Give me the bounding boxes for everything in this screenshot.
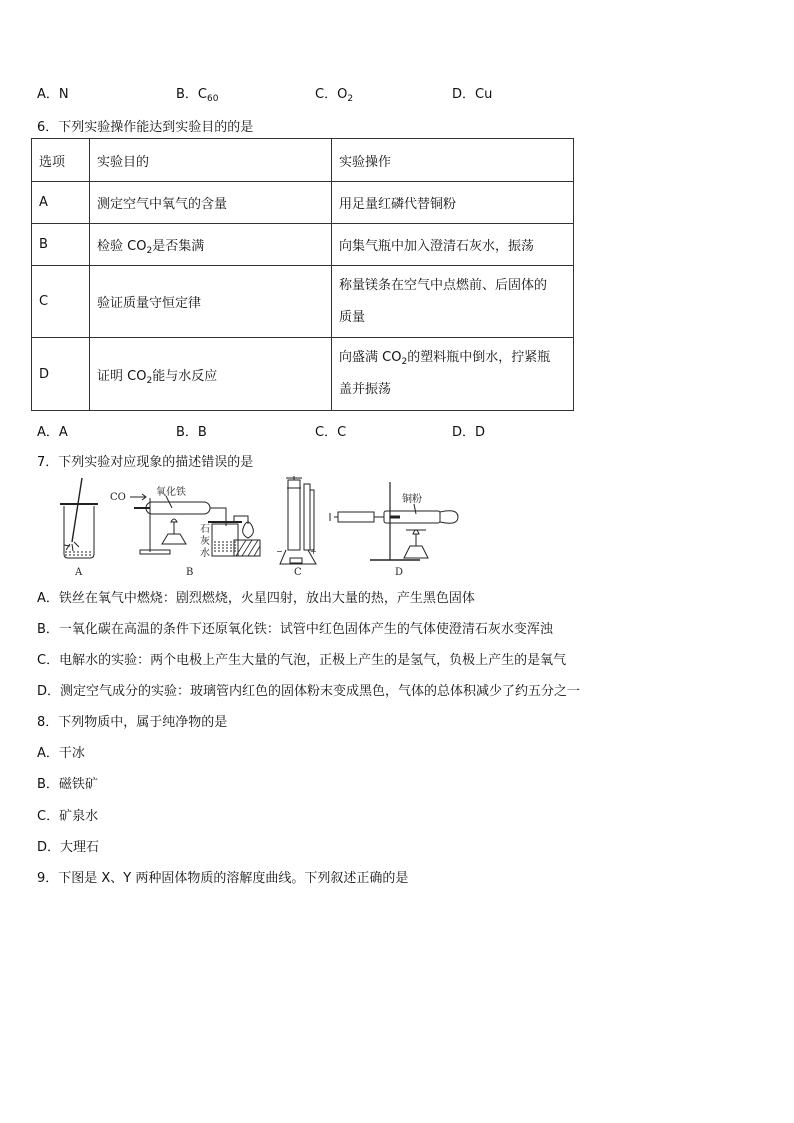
row-d-operation-sub: 2	[401, 357, 408, 367]
label-limewater-2: 灰	[200, 536, 210, 547]
row-b-operation: 向集气瓶中加入澄清石灰水，振荡	[332, 224, 574, 266]
q5-option-b-sub: 60	[207, 94, 219, 104]
table-row	[32, 338, 574, 411]
q7-option-b: B．一氧化碳在高温的条件下还原氧化铁：试管中红色固体产生的气体使澄清石灰水变浑浊	[37, 622, 553, 637]
apparatus-d-air-composition	[330, 482, 458, 560]
q5-option-b	[176, 83, 218, 102]
row-d-operation	[332, 338, 574, 411]
label-co: CO	[110, 492, 126, 503]
row-b-purpose-sub: 2	[146, 246, 153, 256]
label-limewater-1: 石	[200, 524, 210, 535]
q8-option-a: A．干冰	[37, 746, 85, 761]
table-row	[32, 224, 574, 266]
row-d-purpose-pre: 证明 CO	[97, 368, 147, 384]
q6-table	[31, 138, 574, 411]
q6-stem: 6．下列实验操作能达到实验目的的是	[37, 120, 254, 135]
figure-letter-b: B	[186, 567, 194, 578]
q8-option-c: C．矿泉水	[37, 809, 99, 824]
q5-option-b-text: B．C	[176, 87, 207, 102]
q5-option-a: A．N	[37, 87, 69, 102]
row-a-operation: 用足量红磷代替铜粉	[332, 182, 574, 224]
q7-apparatus-figure	[48, 474, 468, 580]
row-a-option: A	[32, 182, 90, 224]
q6-option-d: D．D	[452, 425, 486, 440]
row-c-operation-line1: 称量镁条在空气中点燃前、后固体的	[339, 277, 548, 293]
row-d-option: D	[32, 338, 90, 411]
label-copper-powder: 铜粉	[402, 494, 422, 505]
q7-option-a: A．铁丝在氧气中燃烧：剧烈燃烧，火星四射，放出大量的热，产生黑色固体	[37, 591, 475, 606]
row-d-operation-post: 的塑料瓶中倒水，拧紧瓶	[407, 350, 551, 365]
row-c-option: C	[32, 266, 90, 338]
q6-option-a: A．A	[37, 425, 68, 440]
row-d-operation-pre: 向盛满 CO	[339, 350, 402, 365]
q8-option-b: B．磁铁矿	[37, 777, 98, 792]
q5-option-d: D．Cu	[452, 87, 493, 102]
label-iron-oxide: 氧化铁	[156, 487, 186, 498]
q7-option-c: C．电解水的实验：两个电极上产生大量的气泡，正极上产生的是氢气，负极上产生的是氧气	[37, 653, 567, 668]
row-d-purpose	[90, 338, 332, 411]
row-b-purpose-post: 是否集满	[152, 239, 205, 254]
q5-option-c	[315, 83, 353, 102]
table-row	[32, 266, 574, 338]
row-a-purpose: 测定空气中氧气的含量	[90, 182, 332, 224]
label-limewater-3: 水	[200, 548, 210, 559]
figure-letter-c: C	[294, 567, 302, 578]
figure-letter-a: A	[75, 567, 83, 578]
polarity-minus: −	[276, 547, 283, 556]
q7-stem: 7．下列实验对应现象的描述错误的是	[37, 455, 254, 470]
header-option: 选项	[32, 139, 90, 182]
table-header-row	[32, 139, 574, 182]
q6-option-b: B．B	[176, 425, 207, 440]
row-d-operation-line2: 盖并振荡	[339, 382, 392, 397]
q7-option-d: D．测定空气成分的实验：玻璃管内红色的固体粉末变成黑色，气体的总体积减少了约五分之一	[37, 684, 581, 699]
row-c-purpose: 验证质量守恒定律	[90, 266, 332, 338]
apparatus-b-co-reduction	[110, 485, 260, 559]
q8-option-d: D．大理石	[37, 840, 100, 855]
q6-option-c: C．C	[315, 425, 347, 440]
row-c-operation	[332, 266, 574, 338]
row-d-purpose-sub: 2	[146, 375, 153, 386]
header-purpose: 实验目的	[90, 139, 332, 182]
q9-stem: 9．下图是 X、Y 两种固体物质的溶解度曲线。下列叙述正确的是	[37, 871, 409, 886]
figure-letter-d: D	[395, 567, 404, 578]
row-d-operation-line1	[339, 342, 573, 374]
table-row	[32, 182, 574, 224]
header-operation: 实验操作	[332, 139, 574, 182]
row-c-operation-line2: 质量	[339, 309, 366, 325]
row-b-purpose	[90, 224, 332, 266]
apparatus-c-electrolysis	[276, 476, 317, 564]
q8-stem: 8．下列物质中，属于纯净物的是	[37, 715, 228, 730]
row-b-option: B	[32, 224, 90, 266]
row-b-purpose-pre: 检验 CO	[97, 239, 147, 254]
q5-option-c-sub: 2	[347, 94, 354, 104]
apparatus-a-jar	[60, 478, 98, 558]
polarity-plus: +	[310, 547, 317, 556]
q5-option-c-text: C．O	[315, 87, 348, 102]
row-d-purpose-post: 能与水反应	[152, 368, 218, 384]
